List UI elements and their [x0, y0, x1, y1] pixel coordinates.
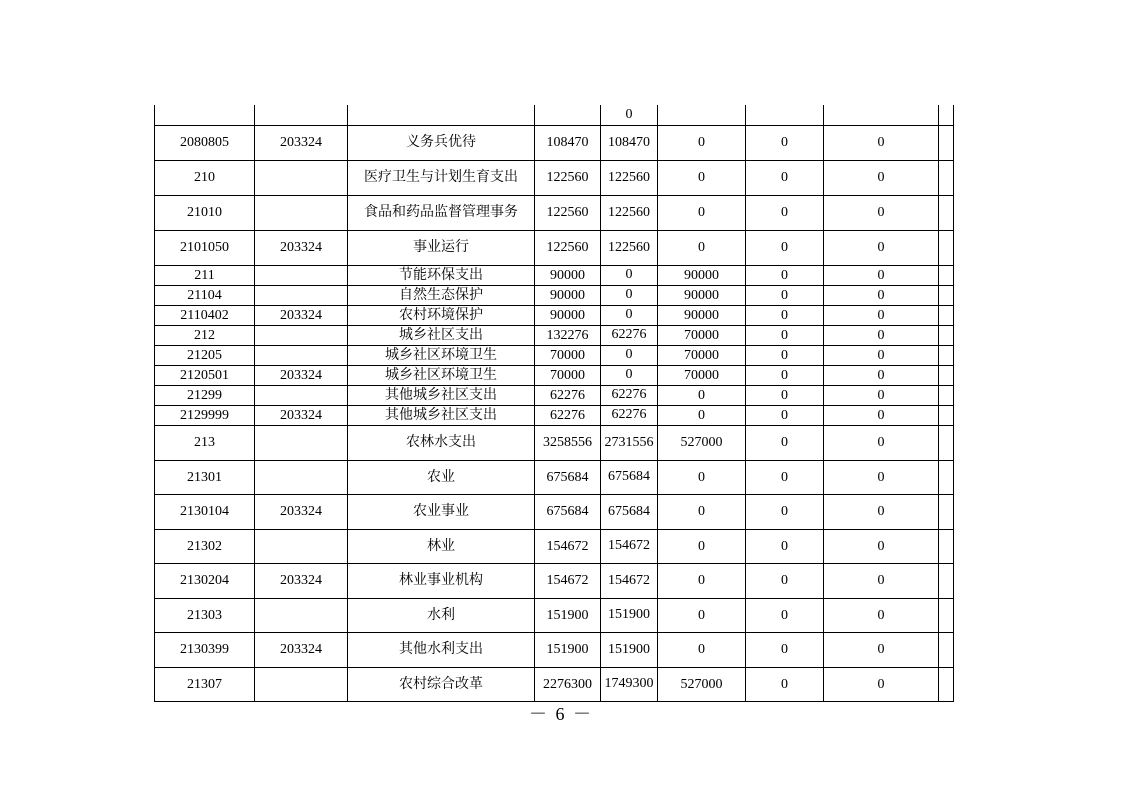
blank-edge-cell [939, 667, 954, 701]
blank-edge-cell [939, 385, 954, 405]
project-expense-cell: 0 [658, 529, 746, 563]
blank-edge-cell [939, 425, 954, 460]
subject-name-cell: 城乡社区支出 [348, 325, 535, 345]
column-7-cell: 0 [746, 265, 824, 285]
unit-code-cell [255, 425, 348, 460]
subject-name-cell: 农林水支出 [348, 425, 535, 460]
subject-name-cell: 其他水利支出 [348, 632, 535, 667]
project-expense-cell: 0 [658, 405, 746, 425]
column-7-cell: 0 [746, 325, 824, 345]
subject-code-cell: 21307 [155, 667, 255, 701]
column-7-cell: 0 [746, 385, 824, 405]
subject-name-cell: 其他城乡社区支出 [348, 385, 535, 405]
subject-code-cell: 2129999 [155, 405, 255, 425]
subject-name-cell: 水利 [348, 598, 535, 632]
unit-code-cell: 203324 [255, 365, 348, 385]
project-expense-cell: 0 [658, 598, 746, 632]
blank-edge-cell [939, 405, 954, 425]
total-cell: 62276 [535, 405, 601, 425]
project-expense-cell: 0 [658, 563, 746, 598]
basic-expense-cell: 154672 [601, 563, 658, 598]
blank-edge-cell [939, 195, 954, 230]
unit-code-cell: 203324 [255, 494, 348, 529]
table-row [155, 365, 954, 385]
column-8-cell: 0 [824, 345, 939, 365]
table-row [155, 105, 954, 125]
table-row [155, 405, 954, 425]
project-expense-cell: 90000 [658, 285, 746, 305]
column-7-cell: 0 [746, 494, 824, 529]
basic-expense-cell: 108470 [601, 125, 658, 160]
basic-expense-cell: 0 [601, 365, 658, 385]
blank-edge-cell [939, 325, 954, 345]
column-7-cell: 0 [746, 345, 824, 365]
column-8-cell: 0 [824, 230, 939, 265]
column-8-cell: 0 [824, 460, 939, 494]
basic-expense-cell: 62276 [601, 325, 658, 345]
project-expense-cell: 527000 [658, 667, 746, 701]
subject-code-cell: 21205 [155, 345, 255, 365]
table-row [155, 598, 954, 632]
subject-name-cell: 农业 [348, 460, 535, 494]
table-row [155, 345, 954, 365]
project-expense-cell: 527000 [658, 425, 746, 460]
total-cell: 2276300 [535, 667, 601, 701]
blank-edge-cell [939, 230, 954, 265]
subject-code-cell: 213 [155, 425, 255, 460]
blank-edge-cell [939, 563, 954, 598]
column-8-cell: 0 [824, 325, 939, 345]
subject-code-cell: 2101050 [155, 230, 255, 265]
basic-expense-cell: 62276 [601, 385, 658, 405]
total-cell: 70000 [535, 345, 601, 365]
total-cell: 154672 [535, 529, 601, 563]
total-cell: 154672 [535, 563, 601, 598]
subject-code-cell: 211 [155, 265, 255, 285]
unit-code-cell [255, 460, 348, 494]
total-cell: 62276 [535, 385, 601, 405]
table-row [155, 285, 954, 305]
subject-code-cell: 21302 [155, 529, 255, 563]
column-7-cell: 0 [746, 230, 824, 265]
unit-code-cell: 203324 [255, 125, 348, 160]
total-cell: 151900 [535, 632, 601, 667]
subject-name-cell: 城乡社区环境卫生 [348, 345, 535, 365]
blank-edge-cell [939, 365, 954, 385]
column-7-cell: 0 [746, 195, 824, 230]
unit-code-cell [255, 598, 348, 632]
project-expense-cell: 70000 [658, 345, 746, 365]
subject-name-cell: 城乡社区环境卫生 [348, 365, 535, 385]
table-row [155, 632, 954, 667]
column-8-cell: 0 [824, 365, 939, 385]
basic-expense-cell: 675684 [601, 494, 658, 529]
basic-expense-cell: 0 [601, 105, 658, 125]
column-8-cell: 0 [824, 529, 939, 563]
subject-name-cell [348, 105, 535, 125]
subject-code-cell: 2130399 [155, 632, 255, 667]
total-cell: 90000 [535, 285, 601, 305]
blank-edge-cell [939, 125, 954, 160]
subject-code-cell: 2130104 [155, 494, 255, 529]
column-8-cell: 0 [824, 563, 939, 598]
column-7-cell: 0 [746, 529, 824, 563]
subject-code-cell: 21303 [155, 598, 255, 632]
basic-expense-cell: 0 [601, 265, 658, 285]
table-row [155, 563, 954, 598]
project-expense-cell: 0 [658, 460, 746, 494]
column-8-cell: 0 [824, 598, 939, 632]
column-8-cell: 0 [824, 667, 939, 701]
column-7-cell: 0 [746, 460, 824, 494]
table-row [155, 460, 954, 494]
unit-code-cell [255, 105, 348, 125]
blank-edge-cell [939, 494, 954, 529]
blank-edge-cell [939, 345, 954, 365]
column-8-cell: 0 [824, 125, 939, 160]
basic-expense-cell: 122560 [601, 160, 658, 195]
unit-code-cell [255, 160, 348, 195]
unit-code-cell [255, 385, 348, 405]
subject-code-cell [155, 105, 255, 125]
project-expense-cell: 90000 [658, 265, 746, 285]
project-expense-cell: 0 [658, 230, 746, 265]
project-expense-cell: 0 [658, 385, 746, 405]
column-7-cell: 0 [746, 425, 824, 460]
column-8-cell: 0 [824, 632, 939, 667]
project-expense-cell: 0 [658, 195, 746, 230]
subject-name-cell: 节能环保支出 [348, 265, 535, 285]
total-cell: 70000 [535, 365, 601, 385]
project-expense-cell [658, 105, 746, 125]
column-7-cell: 0 [746, 160, 824, 195]
blank-edge-cell [939, 285, 954, 305]
unit-code-cell [255, 529, 348, 563]
total-cell: 132276 [535, 325, 601, 345]
subject-name-cell: 义务兵优待 [348, 125, 535, 160]
table-row [155, 125, 954, 160]
column-7-cell: 0 [746, 667, 824, 701]
subject-code-cell: 2110402 [155, 305, 255, 325]
subject-name-cell: 自然生态保护 [348, 285, 535, 305]
table-row [155, 195, 954, 230]
unit-code-cell [255, 345, 348, 365]
column-8-cell: 0 [824, 285, 939, 305]
basic-expense-cell: 675684 [601, 460, 658, 494]
subject-code-cell: 2120501 [155, 365, 255, 385]
basic-expense-cell: 2731556 [601, 425, 658, 460]
subject-name-cell: 农村环境保护 [348, 305, 535, 325]
project-expense-cell: 0 [658, 632, 746, 667]
total-cell: 151900 [535, 598, 601, 632]
subject-name-cell: 食品和药品监督管理事务 [348, 195, 535, 230]
table-row [155, 425, 954, 460]
unit-code-cell [255, 195, 348, 230]
total-cell: 675684 [535, 494, 601, 529]
unit-code-cell: 203324 [255, 632, 348, 667]
subject-name-cell: 事业运行 [348, 230, 535, 265]
project-expense-cell: 70000 [658, 325, 746, 345]
total-cell: 90000 [535, 265, 601, 285]
column-8-cell: 0 [824, 494, 939, 529]
column-8-cell: 0 [824, 160, 939, 195]
blank-edge-cell [939, 529, 954, 563]
total-cell: 122560 [535, 160, 601, 195]
unit-code-cell [255, 265, 348, 285]
basic-expense-cell: 0 [601, 345, 658, 365]
project-expense-cell: 0 [658, 160, 746, 195]
table-row [155, 494, 954, 529]
project-expense-cell: 0 [658, 125, 746, 160]
subject-name-cell: 医疗卫生与计划生育支出 [348, 160, 535, 195]
column-7-cell: 0 [746, 405, 824, 425]
unit-code-cell [255, 325, 348, 345]
subject-code-cell: 210 [155, 160, 255, 195]
table-row [155, 325, 954, 345]
subject-name-cell: 农村综合改革 [348, 667, 535, 701]
blank-edge-cell [939, 105, 954, 125]
basic-expense-cell: 151900 [601, 632, 658, 667]
unit-code-cell: 203324 [255, 405, 348, 425]
unit-code-cell: 203324 [255, 230, 348, 265]
budget-table [154, 105, 954, 702]
basic-expense-cell: 1749300 [601, 667, 658, 701]
subject-code-cell: 21010 [155, 195, 255, 230]
subject-code-cell: 212 [155, 325, 255, 345]
basic-expense-cell: 122560 [601, 230, 658, 265]
column-7-cell: 0 [746, 563, 824, 598]
column-7-cell: 0 [746, 365, 824, 385]
table-row [155, 265, 954, 285]
blank-edge-cell [939, 460, 954, 494]
column-8-cell: 0 [824, 265, 939, 285]
blank-edge-cell [939, 305, 954, 325]
column-7-cell [746, 105, 824, 125]
unit-code-cell: 203324 [255, 305, 348, 325]
project-expense-cell: 0 [658, 494, 746, 529]
column-7-cell: 0 [746, 285, 824, 305]
basic-expense-cell: 0 [601, 285, 658, 305]
column-8-cell: 0 [824, 405, 939, 425]
table-row [155, 385, 954, 405]
table-row [155, 305, 954, 325]
basic-expense-cell: 151900 [601, 598, 658, 632]
column-8-cell [824, 105, 939, 125]
blank-edge-cell [939, 160, 954, 195]
subject-name-cell: 农业事业 [348, 494, 535, 529]
column-8-cell: 0 [824, 385, 939, 405]
total-cell: 675684 [535, 460, 601, 494]
subject-name-cell: 林业 [348, 529, 535, 563]
basic-expense-cell: 154672 [601, 529, 658, 563]
subject-name-cell: 林业事业机构 [348, 563, 535, 598]
total-cell: 122560 [535, 230, 601, 265]
column-7-cell: 0 [746, 125, 824, 160]
basic-expense-cell: 122560 [601, 195, 658, 230]
column-8-cell: 0 [824, 425, 939, 460]
blank-edge-cell [939, 598, 954, 632]
basic-expense-cell: 62276 [601, 405, 658, 425]
total-cell: 3258556 [535, 425, 601, 460]
column-7-cell: 0 [746, 632, 824, 667]
column-8-cell: 0 [824, 195, 939, 230]
subject-code-cell: 2080805 [155, 125, 255, 160]
subject-code-cell: 2130204 [155, 563, 255, 598]
column-8-cell: 0 [824, 305, 939, 325]
total-cell: 90000 [535, 305, 601, 325]
page-number: － 6 － [529, 704, 593, 724]
blank-edge-cell [939, 632, 954, 667]
table-row [155, 160, 954, 195]
table-row [155, 230, 954, 265]
column-7-cell: 0 [746, 598, 824, 632]
total-cell [535, 105, 601, 125]
project-expense-cell: 70000 [658, 365, 746, 385]
blank-edge-cell [939, 265, 954, 285]
basic-expense-cell: 0 [601, 305, 658, 325]
unit-code-cell: 203324 [255, 563, 348, 598]
subject-code-cell: 21104 [155, 285, 255, 305]
table-row [155, 667, 954, 701]
table-row [155, 529, 954, 563]
column-7-cell: 0 [746, 305, 824, 325]
subject-code-cell: 21299 [155, 385, 255, 405]
subject-name-cell: 其他城乡社区支出 [348, 405, 535, 425]
subject-code-cell: 21301 [155, 460, 255, 494]
total-cell: 108470 [535, 125, 601, 160]
project-expense-cell: 90000 [658, 305, 746, 325]
unit-code-cell [255, 285, 348, 305]
unit-code-cell [255, 667, 348, 701]
total-cell: 122560 [535, 195, 601, 230]
